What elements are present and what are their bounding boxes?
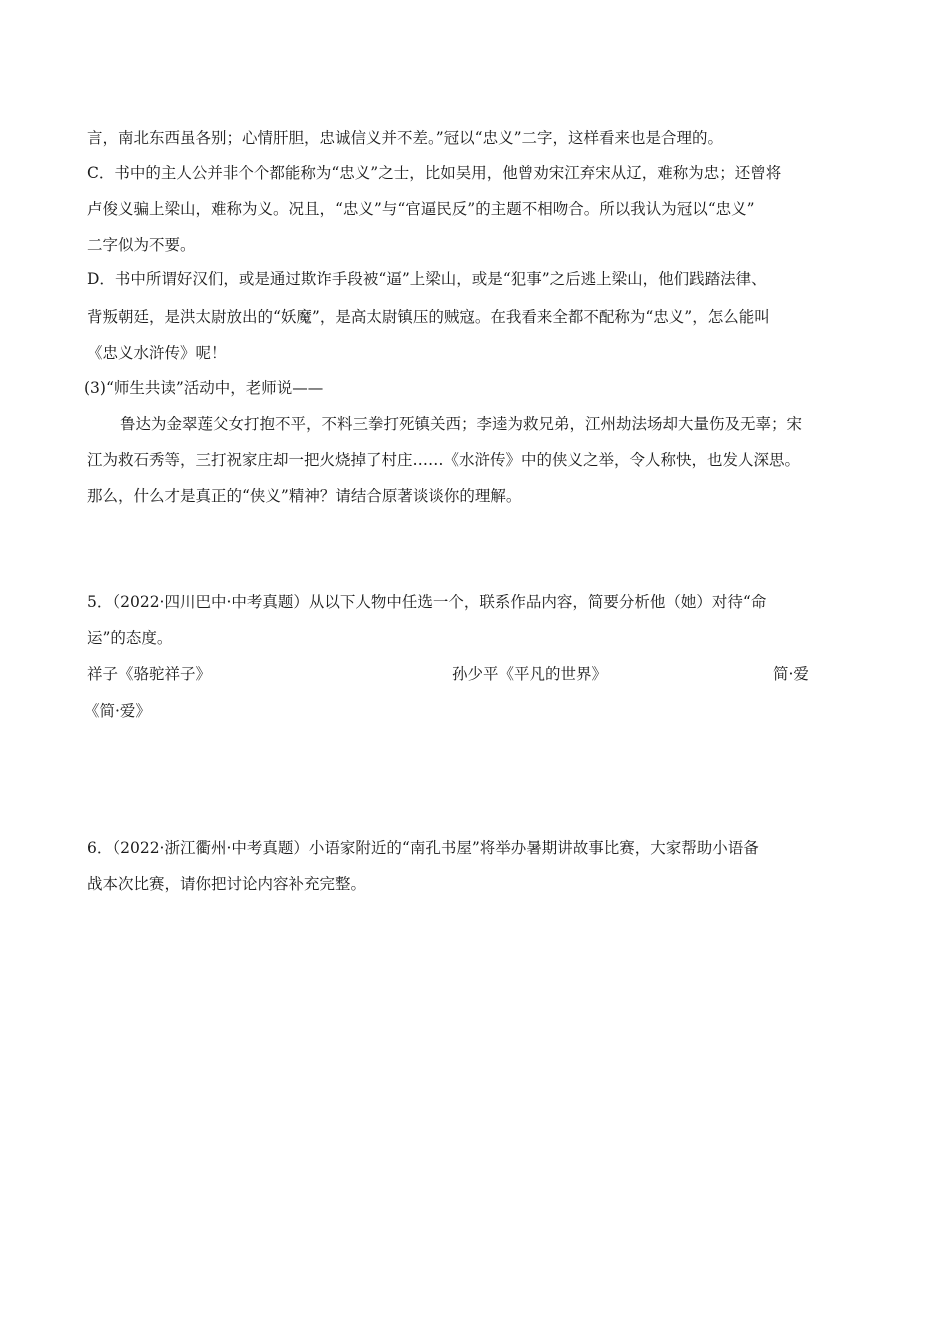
option-d-line-3: 《忠义水浒传》呢！: [87, 344, 227, 362]
option-c-line-3: 二字似为不要。: [87, 236, 196, 254]
subquestion-3-body-line-3: 那么，什么才是真正的“侠义”精神？请结合原著谈谈你的理解。: [87, 487, 522, 505]
option-d-line-1: D．书中所谓好汉们，或是通过欺诈手段被“逼”上梁山，或是“犯事”之后逃上梁山，他们践踏法律、: [87, 270, 767, 288]
question-6-line-1: 6．（2022·浙江衢州·中考真题）小语家附近的“南孔书屋”将举办暑期讲故事比赛，大家帮助小语备: [87, 839, 759, 857]
question-5-choice-2: 孙少平《平凡的世界》: [452, 665, 608, 683]
question-5-line-1: 5．（2022·四川巴中·中考真题）从以下人物中任选一个，联系作品内容，简要分析他（她）对待“命: [87, 593, 767, 611]
question-5-choice-1: 祥子《骆驼祥子》: [87, 665, 212, 683]
option-c-line-1: C．书中的主人公并非个个都能称为“忠义”之士，比如吴用，他曾劝宋江弃宋从辽，难称为忠；还曾将: [87, 164, 782, 182]
option-b-continuation: 言，南北东西虽各别；心情肝胆，忠诚信义并不差。”冠以“忠义”二字，这样看来也是合理的。: [87, 129, 724, 147]
option-c-line-2: 卢俊义骗上梁山，难称为义。况且，“忠义”与“官逼民反”的主题不相吻合。所以我认为冠以“忠义”: [87, 200, 755, 218]
option-d-line-2: 背叛朝廷，是洪太尉放出的“妖魔”，是高太尉镇压的贼寇。在我看来全都不配称为“忠义”，怎么能叫: [87, 308, 770, 326]
question-5-choice-3: 简·爱: [773, 665, 809, 683]
subquestion-3-body-line-2: 江为救石秀等，三打祝家庄却一把火烧掉了村庄……《水浒传》中的侠义之举，令人称快，也发人深思。: [87, 451, 801, 469]
question-5-line-2: 运”的态度。: [87, 629, 173, 647]
question-6-line-2: 战本次比赛，请你把讨论内容补充完整。: [87, 875, 367, 893]
subquestion-3-body-line-1: 鲁达为金翠莲父女打抱不平，不料三拳打死镇关西；李逵为救兄弟，江州劫法场却大量伤及无辜；宋: [120, 415, 803, 433]
subquestion-3-title: (3)“师生共读”活动中，老师说——: [84, 379, 324, 397]
question-5-choice-3-book: 《简·爱》: [84, 702, 151, 720]
